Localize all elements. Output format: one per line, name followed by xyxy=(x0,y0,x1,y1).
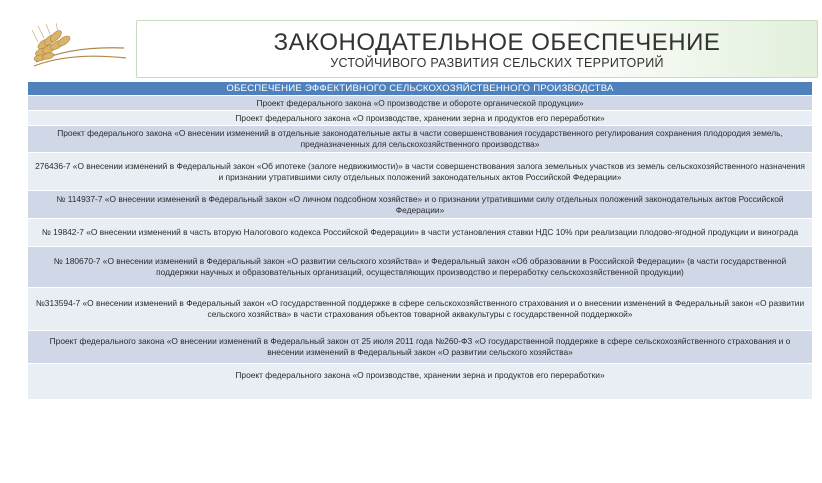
table-row: 276436-7 «О внесении изменений в Федеральный закон «Об ипотеке (залоге недвижимости)» в части совершенствования залога земельных участков из земель сельскохозяйственного назначения и признании утратившими силу отдельных положений законодательных актов Российской Федерации» xyxy=(28,153,812,191)
wheat-ears-icon xyxy=(30,22,130,72)
laws-table xyxy=(28,82,812,400)
page-title: ЗАКОНОДАТЕЛЬНОЕ ОБЕСПЕЧЕНИЕ xyxy=(273,29,721,56)
table-row: Проект федерального закона «О внесении изменений в отдельные законодательные акты в части совершенствования государственного регулирования сохранения плодородия земель, предназначенных для сельскохозяйственного производства» xyxy=(28,126,812,153)
table-row: Проект федерального закона «О внесении изменений в Федеральный закон от 25 июля 2011 года №260-ФЗ «О государственной поддержке в сфере сельскохозяйственного страхования и о внесении изменений в Федеральный закон «О развитии сельского хозяйства» xyxy=(28,331,812,364)
table-row: № 114937-7 «О внесении изменений в Федеральный закон «О личном подсобном хозяйстве» и о признании утратившими силу отдельных положений законодательных актов Российской Федерации» xyxy=(28,191,812,219)
table-header: ОБЕСПЕЧЕНИЕ ЭФФЕКТИВНОГО СЕЛЬСКОХОЗЯЙСТВЕННОГО ПРОИЗВОДСТВА xyxy=(28,82,812,96)
title-banner xyxy=(136,20,818,78)
table-row: №313594-7 «О внесении изменений в Федеральный закон «О государственной поддержке в сфере сельскохозяйственного страхования и о внесении изменений в Федеральный закон «О развитии сельского хозяйства» в части страхования объектов товарной аквакультуры с государственной поддержкой» xyxy=(28,288,812,331)
table-row: Проект федерального закона «О производстве, хранении зерна и продуктов его переработки» xyxy=(28,364,812,400)
table-row: Проект федерального закона «О производстве, хранении зерна и продуктов его переработки» xyxy=(28,111,812,126)
table-row: № 180670-7 «О внесении изменений в Федеральный закон «О развитии сельского хозяйства» и Федеральный закон «Об образовании в Российской Федерации» (в части государственной поддержки научных и образовательных организаций, осуществляющих производство и переработку сельскохозяйственной продукции) xyxy=(28,247,812,288)
table-row: № 19842-7 «О внесении изменений в часть вторую Налогового кодекса Российской Федерации» в части установления ставки НДС 10% при реализации плодово-ягодной продукции и винограда xyxy=(28,219,812,247)
page-subtitle: УСТОЙЧИВОГО РАЗВИТИЯ СЕЛЬСКИХ ТЕРРИТОРИЙ xyxy=(330,56,664,70)
table-row: Проект федерального закона «О производстве и обороте органической продукции» xyxy=(28,96,812,111)
